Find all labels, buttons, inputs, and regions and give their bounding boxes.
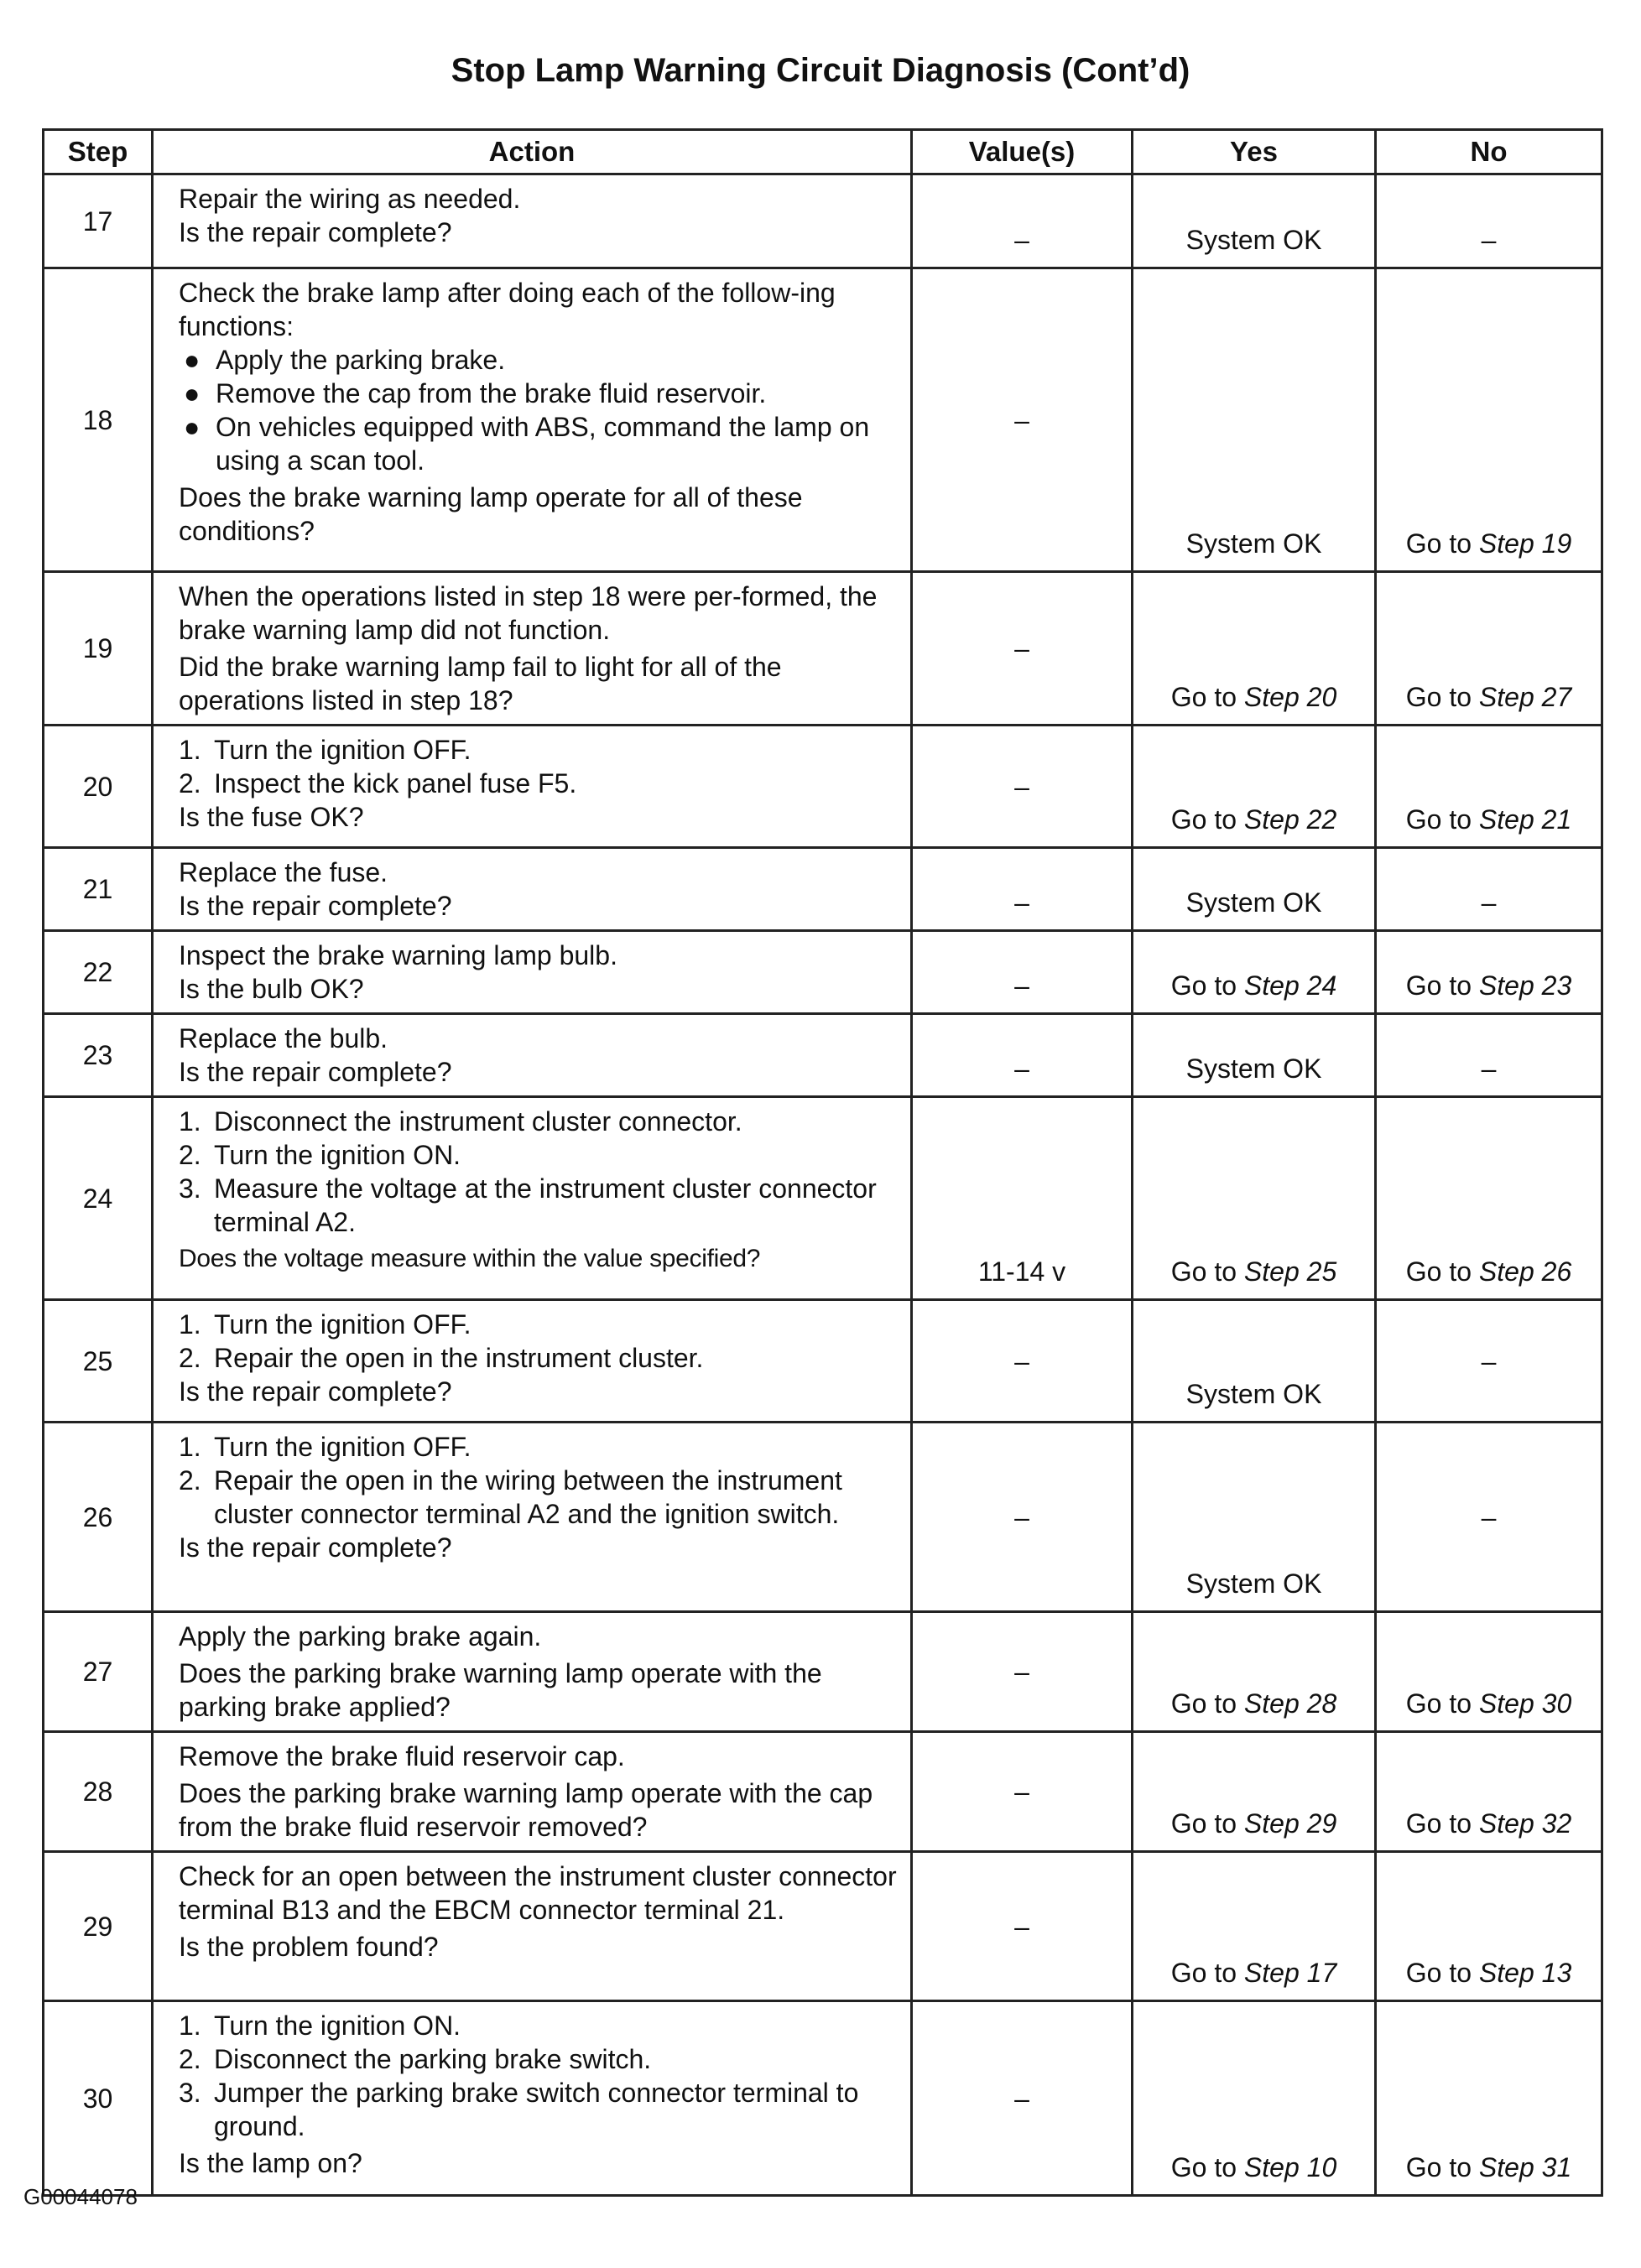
yes-cell: System OK: [1133, 268, 1376, 572]
bullet-icon: ●: [184, 412, 201, 442]
yes-cell: [1133, 726, 1376, 848]
numbered-item: 1. Disconnect the instrument cluster connector.: [179, 1106, 742, 1137]
goto-prefix: Go to: [1405, 682, 1472, 712]
value-cell: –: [912, 1852, 1133, 2001]
yes-cell: [1133, 931, 1376, 1014]
action-text: Inspect the brake warning lamp bulb.: [179, 940, 617, 970]
goto-prefix: Go to: [1405, 528, 1472, 559]
step-number: 20: [44, 726, 153, 848]
yes-cell: System OK: [1133, 1300, 1376, 1423]
no-cell: [1376, 268, 1602, 572]
step-number: 18: [44, 268, 153, 572]
numbered-item: 2. Repair the open in the instrument cluster.: [179, 1343, 704, 1373]
step-link[interactable]: Step 27: [1478, 682, 1572, 712]
numbered-item: 2. Inspect the kick panel fuse F5.: [179, 768, 577, 798]
step-link[interactable]: Step 25: [1243, 1256, 1337, 1287]
step-link[interactable]: Step 31: [1478, 2152, 1572, 2182]
action-cell: [153, 1852, 912, 2001]
goto-prefix: Go to: [1405, 2152, 1472, 2182]
action-cell: [153, 848, 912, 931]
numbered-text: Repair the open in the wiring between the instrument cluster connector terminal A2 and the ignition switch.: [214, 1465, 842, 1529]
numbered-text: Turn the ignition OFF.: [214, 735, 471, 765]
goto-prefix: Go to: [1170, 970, 1237, 1001]
step-link[interactable]: Step 26: [1478, 1256, 1572, 1287]
goto-prefix: Go to: [1170, 804, 1237, 835]
table-row: [44, 1097, 1602, 1300]
numbered-text: Turn the ignition ON.: [214, 1140, 461, 1170]
action-cell: [153, 572, 912, 726]
no-cell: –: [1376, 1014, 1602, 1097]
action-cell: [153, 1423, 912, 1612]
table-header-row: [44, 130, 1602, 174]
yes-cell: System OK: [1133, 1423, 1376, 1612]
action-question: Is the repair complete?: [179, 217, 452, 247]
action-question: Does the parking brake warning lamp operate with the parking brake applied?: [179, 1658, 822, 1722]
table-row: [44, 1732, 1602, 1852]
no-cell: [1376, 1097, 1602, 1300]
action-cell: [153, 1612, 912, 1732]
value-cell: –: [912, 848, 1133, 931]
numbered-item: 1. Turn the ignition OFF.: [179, 735, 471, 765]
numbered-text: Jumper the parking brake switch connector terminal to ground.: [214, 2078, 859, 2141]
step-number: 23: [44, 1014, 153, 1097]
bullet-text: Remove the cap from the brake fluid reservoir.: [216, 378, 767, 408]
action-question: Does the voltage measure within the value specified?: [179, 1245, 761, 1272]
value-cell: –: [912, 268, 1133, 572]
step-number: 29: [44, 1852, 153, 2001]
step-link[interactable]: Step 28: [1243, 1688, 1337, 1719]
action-text: Check for an open between the instrument cluster connector terminal B13 and the EBCM connector terminal 21.: [179, 1861, 897, 1925]
step-link[interactable]: Step 17: [1243, 1958, 1337, 1988]
numbered-item: 1. Turn the ignition OFF.: [179, 1309, 471, 1339]
numbered-text: Disconnect the instrument cluster connector.: [214, 1106, 742, 1137]
header-no: No: [1376, 130, 1602, 174]
step-number: 28: [44, 1732, 153, 1852]
no-cell: [1376, 2001, 1602, 2196]
table-row: [44, 268, 1602, 572]
goto-prefix: Go to: [1405, 1808, 1472, 1839]
header-action: Action: [153, 130, 912, 174]
step-link[interactable]: Step 32: [1478, 1808, 1572, 1839]
goto-prefix: Go to: [1170, 2152, 1237, 2182]
step-number: 27: [44, 1612, 153, 1732]
goto-prefix: Go to: [1405, 804, 1472, 835]
action-cell: [153, 1300, 912, 1423]
yes-cell: System OK: [1133, 174, 1376, 268]
figure-id: G00044078: [23, 2184, 138, 2209]
action-question: Is the fuse OK?: [179, 802, 364, 832]
goto-prefix: Go to: [1170, 1256, 1237, 1287]
numbered-text: Turn the ignition OFF.: [214, 1309, 471, 1339]
action-text: Replace the bulb.: [179, 1023, 388, 1053]
goto-prefix: Go to: [1170, 682, 1237, 712]
action-question: Is the problem found?: [179, 1932, 439, 1962]
step-link[interactable]: Step 21: [1478, 804, 1572, 835]
step-number: 26: [44, 1423, 153, 1612]
numbered-text: Turn the ignition ON.: [214, 2011, 461, 2041]
action-cell: [153, 174, 912, 268]
step-number: 19: [44, 572, 153, 726]
table-row: [44, 931, 1602, 1014]
value-cell: –: [912, 572, 1133, 726]
table-row: [44, 1852, 1602, 2001]
bullet-item: [179, 377, 900, 410]
page-title: Stop Lamp Warning Circuit Diagnosis (Cont’d): [451, 52, 1190, 89]
yes-cell: [1133, 1732, 1376, 1852]
step-link[interactable]: Step 24: [1243, 970, 1337, 1001]
action-question: Is the repair complete?: [179, 1376, 452, 1407]
step-link[interactable]: Step 23: [1478, 970, 1572, 1001]
yes-cell: System OK: [1133, 1014, 1376, 1097]
bullet-item: [179, 410, 900, 477]
table-row: [44, 1300, 1602, 1423]
no-cell: –: [1376, 848, 1602, 931]
header-values: Value(s): [912, 130, 1133, 174]
numbered-text: Repair the open in the instrument cluster.: [214, 1343, 704, 1373]
action-cell: [153, 726, 912, 848]
bullet-text: On vehicles equipped with ABS, command the lamp on using a scan tool.: [216, 412, 870, 476]
action-question: Is the repair complete?: [179, 1532, 452, 1563]
table-row: [44, 1423, 1602, 1612]
numbered-item: 2. Turn the ignition ON.: [179, 1140, 461, 1170]
action-question: Is the repair complete?: [179, 891, 452, 921]
numbered-item: 2. Disconnect the parking brake switch.: [179, 2044, 652, 2074]
action-text: Repair the wiring as needed.: [179, 184, 521, 214]
yes-cell: [1133, 2001, 1376, 2196]
no-cell: [1376, 1612, 1602, 1732]
bullet-icon: ●: [184, 345, 201, 375]
no-cell: [1376, 1852, 1602, 2001]
header-yes: Yes: [1133, 130, 1376, 174]
action-cell: [153, 1732, 912, 1852]
table-row: [44, 1014, 1602, 1097]
value-cell: –: [912, 1300, 1133, 1423]
table-row: [44, 174, 1602, 268]
step-link[interactable]: Step 29: [1243, 1808, 1337, 1839]
value-cell: –: [912, 174, 1133, 268]
step-link[interactable]: Step 19: [1478, 528, 1572, 559]
value-cell: 11-14 v: [912, 1097, 1133, 1300]
action-text: Check the brake lamp after doing each of the follow-ing functions:: [179, 278, 836, 341]
action-question: Is the bulb OK?: [179, 974, 364, 1004]
bullet-icon: ●: [184, 378, 201, 408]
numbered-item: 3. Measure the voltage at the instrument cluster connector terminal A2.: [179, 1172, 900, 1239]
action-question: Does the brake warning lamp operate for all of these conditions?: [179, 482, 803, 546]
table-row: [44, 848, 1602, 931]
numbered-item: 1. Turn the ignition ON.: [179, 2011, 461, 2041]
action-cell: [153, 2001, 912, 2196]
numbered-text: Measure the voltage at the instrument cluster connector terminal A2.: [214, 1173, 877, 1237]
table-row: [44, 726, 1602, 848]
diagnosis-table: [42, 128, 1603, 2197]
step-number: 21: [44, 848, 153, 931]
action-cell: [153, 931, 912, 1014]
action-text: Apply the parking brake again.: [179, 1621, 542, 1652]
goto-prefix: Go to: [1170, 1958, 1237, 1988]
no-cell: –: [1376, 1300, 1602, 1423]
no-cell: –: [1376, 174, 1602, 268]
numbered-text: Inspect the kick panel fuse F5.: [214, 768, 577, 798]
step-link[interactable]: Step 30: [1478, 1688, 1572, 1719]
value-cell: –: [912, 2001, 1133, 2196]
goto-prefix: Go to: [1170, 1688, 1237, 1719]
action-cell: [153, 268, 912, 572]
action-text: When the operations listed in step 18 were per-formed, the brake warning lamp did not function.: [179, 581, 878, 645]
action-cell: [153, 1097, 912, 1300]
step-number: 24: [44, 1097, 153, 1300]
step-link[interactable]: Step 10: [1243, 2152, 1337, 2182]
step-number: 17: [44, 174, 153, 268]
action-question: Does the parking brake warning lamp operate with the cap from the brake fluid reservoir removed?: [179, 1778, 873, 1842]
value-cell: –: [912, 1014, 1133, 1097]
numbered-item: 2. Repair the open in the wiring between the instrument cluster connector terminal A2 and the ignition switch.: [179, 1464, 900, 1531]
action-question: Is the lamp on?: [179, 2148, 362, 2178]
step-number: 25: [44, 1300, 153, 1423]
goto-prefix: Go to: [1170, 1808, 1237, 1839]
value-cell: –: [912, 1612, 1133, 1732]
step-number: 22: [44, 931, 153, 1014]
no-cell: –: [1376, 1423, 1602, 1612]
header-step: Step: [44, 130, 153, 174]
goto-prefix: Go to: [1405, 1256, 1472, 1287]
table-row: [44, 1612, 1602, 1732]
step-link[interactable]: Step 22: [1243, 804, 1337, 835]
action-cell: [153, 1014, 912, 1097]
numbered-item: 3. Jumper the parking brake switch connector terminal to ground.: [179, 2076, 900, 2143]
action-question: Is the repair complete?: [179, 1057, 452, 1087]
step-link[interactable]: Step 13: [1478, 1958, 1572, 1988]
numbered-text: Disconnect the parking brake switch.: [214, 2044, 652, 2074]
no-cell: [1376, 572, 1602, 726]
yes-cell: [1133, 1097, 1376, 1300]
table-row: [44, 2001, 1602, 2196]
no-cell: [1376, 1732, 1602, 1852]
action-text: Remove the brake fluid reservoir cap.: [179, 1741, 625, 1771]
numbered-item: 1. Turn the ignition OFF.: [179, 1432, 471, 1462]
yes-cell: [1133, 572, 1376, 726]
action-text: Replace the fuse.: [179, 857, 388, 887]
yes-cell: System OK: [1133, 848, 1376, 931]
action-question: Did the brake warning lamp fail to light for all of the operations listed in step 18?: [179, 652, 782, 715]
step-number: 30: [44, 2001, 153, 2196]
value-cell: –: [912, 726, 1133, 848]
yes-cell: [1133, 1612, 1376, 1732]
goto-prefix: Go to: [1405, 1688, 1472, 1719]
bullet-text: Apply the parking brake.: [216, 345, 506, 375]
value-cell: –: [912, 931, 1133, 1014]
table-row: [44, 572, 1602, 726]
value-cell: –: [912, 1423, 1133, 1612]
no-cell: [1376, 726, 1602, 848]
numbered-text: Turn the ignition OFF.: [214, 1432, 471, 1462]
bullet-item: [179, 343, 900, 377]
no-cell: [1376, 931, 1602, 1014]
yes-cell: [1133, 1852, 1376, 2001]
goto-prefix: Go to: [1405, 1958, 1472, 1988]
goto-prefix: Go to: [1405, 970, 1472, 1001]
step-link[interactable]: Step 20: [1243, 682, 1337, 712]
value-cell: –: [912, 1732, 1133, 1852]
